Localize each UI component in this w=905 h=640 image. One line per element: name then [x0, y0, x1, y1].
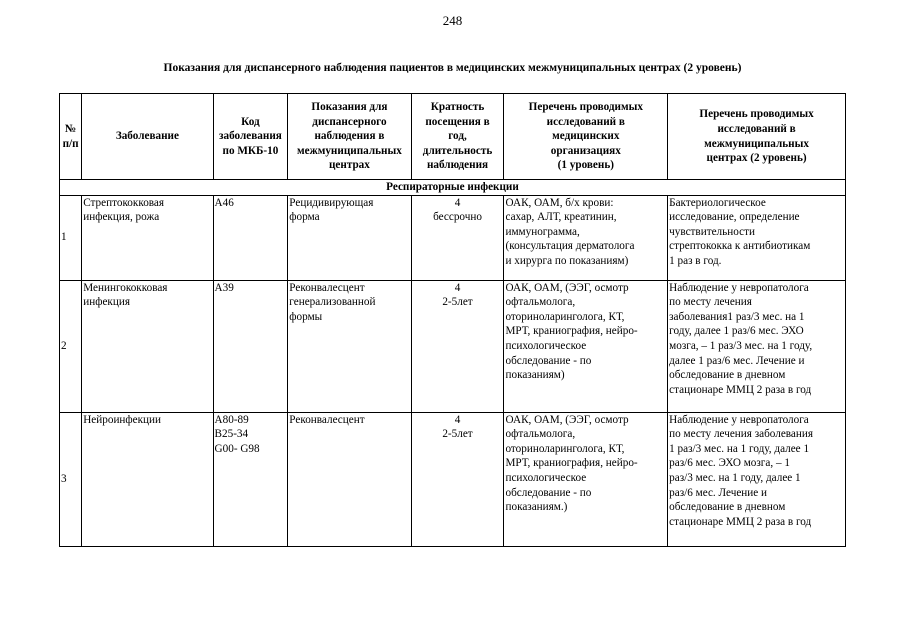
indications-table [59, 93, 846, 547]
code-cell: А46 [213, 195, 288, 280]
header-row [60, 94, 846, 180]
level2-cell: Бактериологическое исследование, определение чувствительности стрептококка к антибиотикам 1 раз в год. [668, 195, 846, 280]
frequency-cell: 4 2-5лет [411, 280, 504, 412]
level1-cell: ОАК, ОАМ, (ЭЭГ, осмотр офтальмолога, оториноларинголога, КТ, МРТ, краниография, нейро- психологическое обследование - по показаниям.) [504, 412, 668, 546]
indications-cell: Реконвалесцент генерализованной формы [288, 280, 411, 412]
table-row [60, 412, 846, 546]
header-level1: Перечень проводимых исследований в медицинских организациях (1 уровень) [504, 94, 668, 180]
page-number: 248 [442, 13, 463, 28]
row-number: 2 [60, 280, 82, 412]
header-indications: Показания для диспансерного наблюдения в межмуниципальных центрах [288, 94, 411, 180]
header-code: Код заболевания по МКБ-10 [213, 94, 288, 180]
code-cell: А80-89 В25-34 G00- G98 [213, 412, 288, 546]
header-num: № п/п [60, 94, 82, 180]
indications-cell: Рецидивирующая форма [288, 195, 411, 280]
header-frequency: Кратность посещения в год, длительность наблюдения [411, 94, 504, 180]
indications-cell: Реконвалесцент [288, 412, 411, 546]
level2-cell: Наблюдение у невропатолога по месту лечения заболевания 1 раз/3 мес. на 1 году, далее 1 раз/6 мес. ЭХО мозга, – 1 раз/3 мес. на 1 году, далее 1 раз/6 мес. Лечение и обследование в дневном стационаре ММЦ 2 раза в год [668, 412, 846, 546]
document-title: Показания для диспансерного наблюдения пациентов в медицинских межмуниципальных центрах (2 уровень) [163, 62, 742, 74]
table-row [60, 280, 846, 412]
frequency-cell: 4 бессрочно [411, 195, 504, 280]
header-level2: Перечень проводимых исследований в межмуниципальных центрах (2 уровень) [668, 94, 846, 180]
header-disease: Заболевание [82, 94, 213, 180]
row-number: 3 [60, 412, 82, 546]
code-cell: А39 [213, 280, 288, 412]
section-label: Респираторные инфекции [60, 180, 846, 196]
section-row [60, 180, 846, 196]
row-number: 1 [60, 195, 82, 280]
disease-cell: Нейроинфекции [82, 412, 213, 546]
disease-cell: Менингококковая инфекция [82, 280, 213, 412]
level1-cell: ОАК, ОАМ, (ЭЭГ, осмотр офтальмолога, оториноларинголога, КТ, МРТ, краниография, нейро- психологическое обследование - по показаниям) [504, 280, 668, 412]
level1-cell: ОАК, ОАМ, б/х крови: сахар, АЛТ, креатинин, иммунограмма, (консультация дерматолога и хирурга по показаниям) [504, 195, 668, 280]
table-row [60, 195, 846, 280]
frequency-cell: 4 2-5лет [411, 412, 504, 546]
disease-cell: Стрептококковая инфекция, рожа [82, 195, 213, 280]
level2-cell: Наблюдение у невропатолога по месту лечения заболевания1 раз/3 мес. на 1 году, далее 1 раз/6 мес. ЭХО мозга, – 1 раз/3 мес. на 1 году, далее 1 раз/6 мес. Лечение и обследование в дневном стационаре ММЦ 2 раза в год [668, 280, 846, 412]
